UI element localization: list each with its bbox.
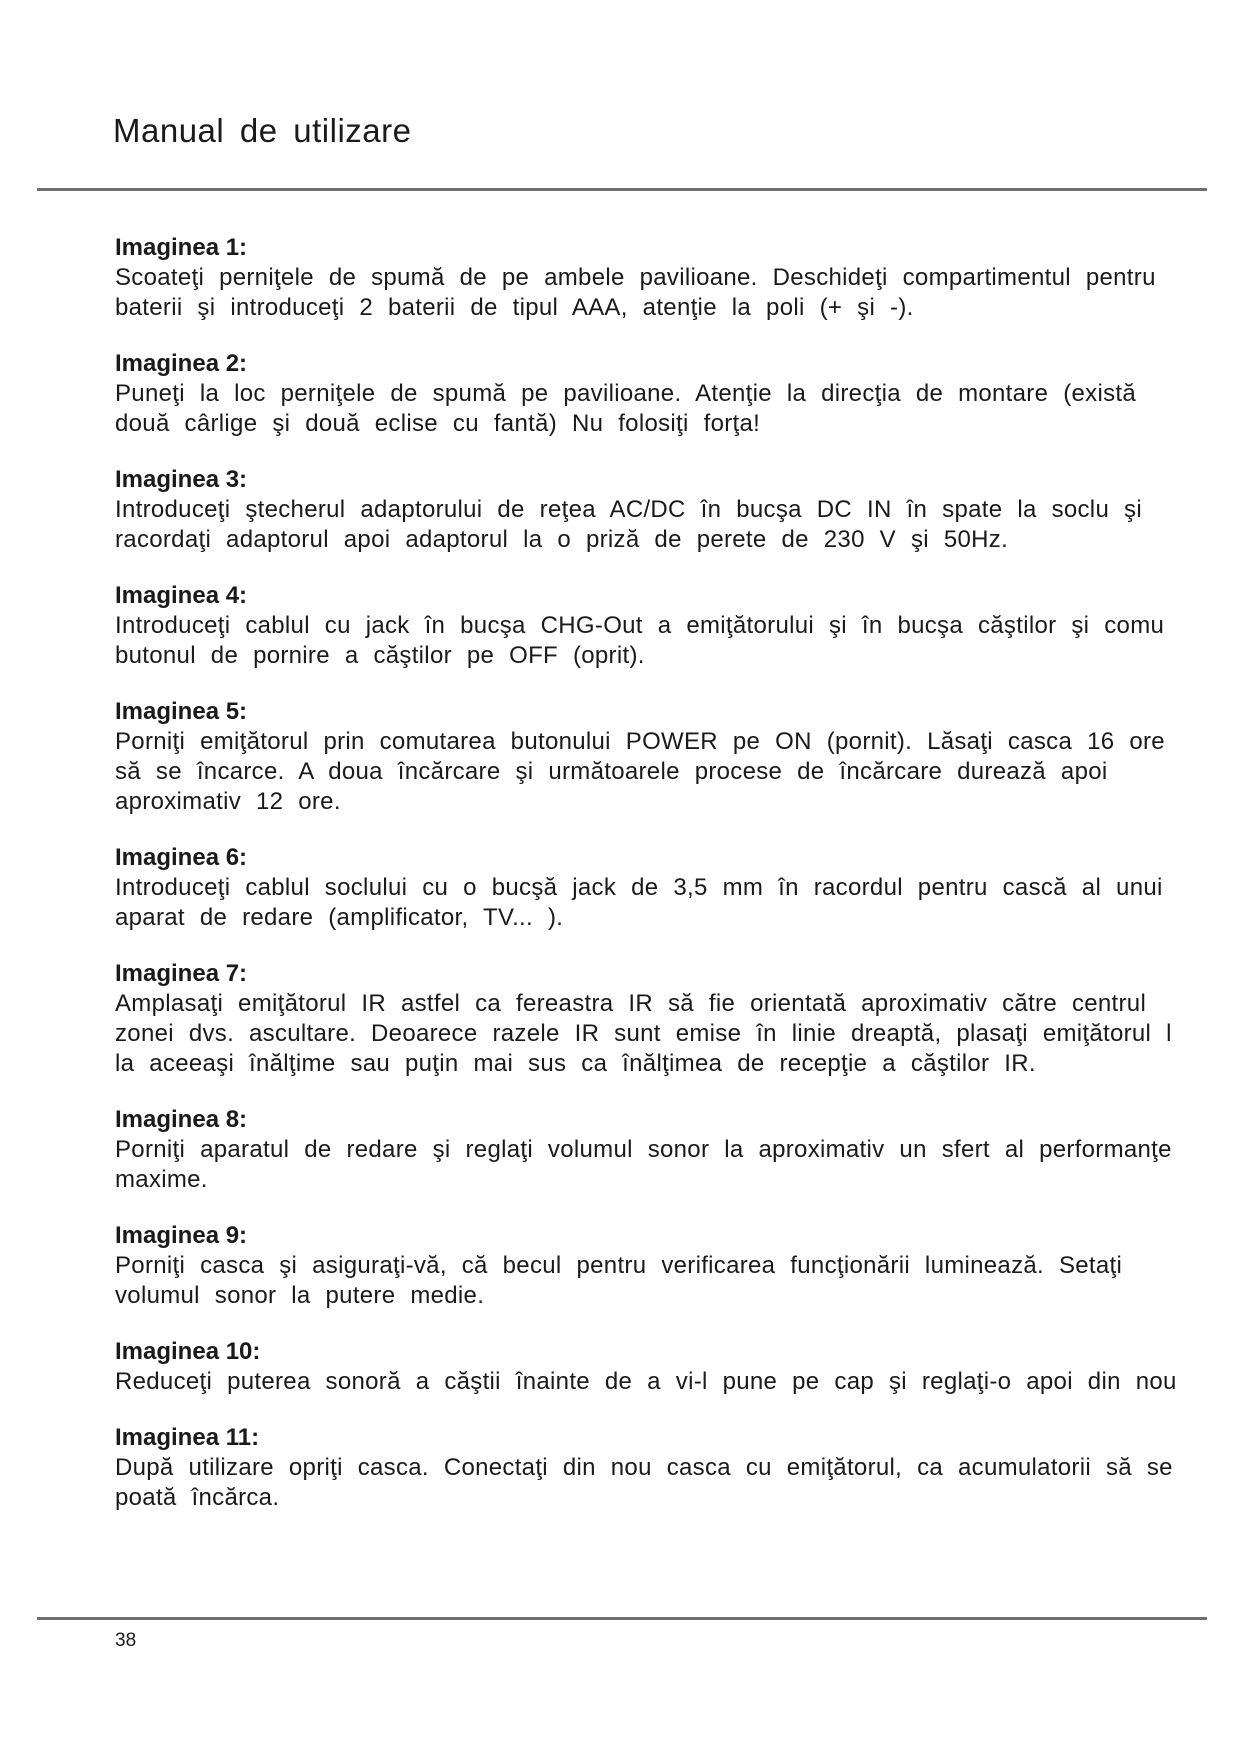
instruction-section <box>115 843 1208 933</box>
section-title: Imaginea 6: <box>115 844 248 871</box>
section-title: Imaginea 1: <box>115 234 248 261</box>
section-text-line: Puneţi la loc perniţele de spumă pe pavilioane. Atenţie la direcţia de montare (există <box>115 380 1136 407</box>
header-divider <box>37 188 1207 191</box>
section-title: Imaginea 5: <box>115 698 248 725</box>
section-text-line: maxime. <box>115 1166 208 1193</box>
section-text-line: Introduceţi cablul soclului cu o bucşă jack de 3,5 mm în racordul pentru cască al unui <box>115 874 1163 901</box>
section-title: Imaginea 11: <box>115 1424 260 1451</box>
section-text-line: la aceeaşi înălţime sau puţin mai sus ca înălţimea de recepţie a căştilor IR. <box>115 1050 1036 1077</box>
section-text-line: Scoateţi perniţele de spumă de pe ambele pavilioane. Deschideţi compartimentul pentru <box>115 264 1156 291</box>
instruction-section <box>115 959 1208 1079</box>
section-text-line: poată încărca. <box>115 1484 280 1511</box>
instruction-section <box>115 349 1208 439</box>
section-text-line: Introduceţi cablul cu jack în bucşa CHG-Out a emiţătorului şi în bucşa căştilor şi comu <box>115 612 1165 639</box>
footer-divider <box>37 1617 1207 1620</box>
page-number: 38 <box>115 1630 137 1651</box>
instruction-section <box>115 697 1208 817</box>
section-title: Imaginea 9: <box>115 1222 248 1249</box>
instruction-section <box>115 1337 1208 1397</box>
section-text-line: să se încarce. A doua încărcare şi următoarele procese de încărcare durează apoi <box>115 758 1108 785</box>
section-title: Imaginea 7: <box>115 960 248 987</box>
instruction-section <box>115 465 1208 555</box>
section-text-line: racordaţi adaptorul apoi adaptorul la o priză de perete de 230 V şi 50Hz. <box>115 526 1009 553</box>
section-title: Imaginea 3: <box>115 466 248 493</box>
section-title: Imaginea 4: <box>115 582 248 609</box>
instruction-section <box>115 233 1208 323</box>
instruction-section <box>115 1423 1208 1513</box>
section-text-line: Porniţi aparatul de redare şi reglaţi volumul sonor la aproximativ un sfert al performanţe <box>115 1136 1172 1163</box>
section-text-line: Introduceţi ştecherul adaptorului de reţea AC/DC în bucşa DC IN în spate la soclu şi <box>115 496 1142 523</box>
section-text-line: aparat de redare (amplificator, TV... ). <box>115 904 564 931</box>
section-text-line: zonei dvs. ascultare. Deoarece razele IR sunt emise în linie dreaptă, plasaţi emiţătorul l <box>115 1020 1172 1047</box>
section-text-line: Porniţi emiţătorul prin comutarea butonului POWER pe ON (pornit). Lăsaţi casca 16 ore <box>115 728 1165 755</box>
section-title: Imaginea 8: <box>115 1106 248 1133</box>
section-text-line: butonul de pornire a căştilor pe OFF (oprit). <box>115 642 645 669</box>
instruction-section <box>115 581 1208 671</box>
section-text-line: aproximativ 12 ore. <box>115 788 341 815</box>
section-text-line: După utilizare opriţi casca. Conectaţi din nou casca cu emiţătorul, ca acumulatorii să se <box>115 1454 1173 1481</box>
section-text-line: Reduceţi puterea sonoră a căştii înainte de a vi-l pune pe cap şi reglaţi-o apoi din nou <box>115 1368 1177 1395</box>
section-title: Imaginea 2: <box>115 350 248 377</box>
section-text-line: volumul sonor la putere medie. <box>115 1282 485 1309</box>
instructions-list <box>115 233 1208 1539</box>
section-text-line: Porniţi casca şi asiguraţi-vă, că becul pentru verificarea funcţionării luminează. Setaţi <box>115 1252 1123 1279</box>
section-text-line: Amplasaţi emiţătorul IR astfel ca fereastra IR să fie orientată aproximativ către centrul <box>115 990 1147 1017</box>
section-title: Imaginea 10: <box>115 1338 261 1365</box>
page-title: Manual de utilizare <box>113 112 412 149</box>
instruction-section <box>115 1221 1208 1311</box>
section-text-line: două cârlige şi două eclise cu fantă) Nu folosiţi forţa! <box>115 410 761 437</box>
section-text-line: baterii şi introduceţi 2 baterii de tipul AAA, atenţie la poli (+ şi -). <box>115 294 914 321</box>
instruction-section <box>115 1105 1208 1195</box>
